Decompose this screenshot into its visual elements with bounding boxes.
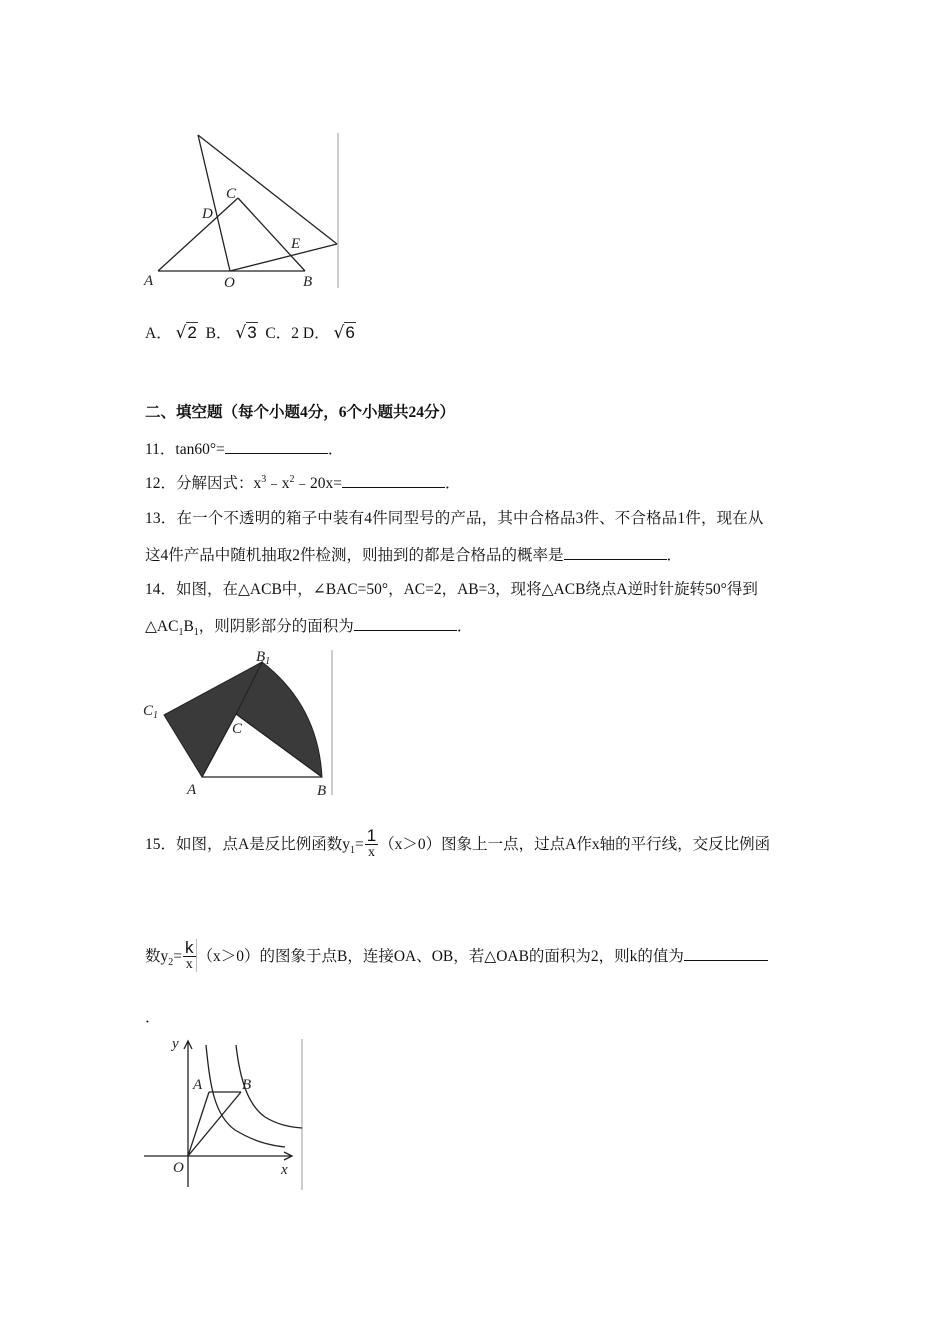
option-d-value: 6 — [345, 323, 355, 342]
q15-sub1: 1 — [349, 845, 355, 857]
section-title: 二、填空题（每个小题4分，6个小题共24分） — [145, 404, 456, 421]
label-a: A — [193, 1077, 203, 1093]
q12-mid1: ﹣x — [266, 475, 290, 492]
question-15-line2 — [145, 937, 768, 977]
answer-blank — [225, 439, 328, 454]
label-c: C — [226, 186, 237, 202]
answer-blank — [342, 473, 445, 488]
question-12 — [145, 473, 461, 494]
question-14-line2 — [145, 616, 472, 637]
label-a: A — [144, 273, 154, 289]
q11-text: 11．tan60°= — [145, 441, 225, 458]
question-14-line1: 14．如图，在△ACB中，∠BAC=50°，AC=2，AB=3，现将△ACB绕点A逆时针旋转50°得到 — [145, 581, 758, 598]
option-a-label: A． — [145, 325, 172, 342]
label-o: O — [224, 275, 235, 291]
q14-text-c: ，则阴影部分的面积为 — [198, 618, 354, 635]
question-15-end: ． — [145, 1009, 161, 1026]
q11-end: ． — [327, 441, 344, 458]
fraction-k-over-x — [183, 939, 197, 972]
q13-line2-text: 这4件产品中随机抽取2件检测，则抽到的都是合格品的概率是 — [145, 547, 564, 564]
q14-text-a: △AC — [145, 618, 179, 635]
label-b: B — [242, 1077, 252, 1093]
label-c: C — [232, 721, 243, 737]
option-d-label: D． — [302, 325, 330, 342]
label-x: x — [281, 1162, 288, 1178]
figure-q10 — [140, 128, 350, 293]
figure-q15 — [140, 1035, 315, 1195]
q14-end: ． — [456, 618, 473, 635]
label-d: D — [202, 206, 213, 222]
q12-prefix: 12．分解因式：x — [145, 475, 262, 492]
label-b: B — [303, 274, 313, 290]
q15-text-b: （x＞0）图象上一点，过点A作x轴的平行线，交反比例函 — [379, 836, 771, 853]
fraction-numerator: k — [185, 937, 194, 957]
q14-sub2: 1 — [193, 627, 199, 639]
q12-exp1: 3 — [261, 473, 267, 485]
sqrt-icon: √6 — [333, 323, 355, 343]
answer-blank — [564, 545, 667, 560]
q14-text-b: B — [183, 618, 194, 635]
sqrt-icon: √2 — [175, 323, 197, 343]
fraction-1-over-x — [365, 827, 378, 860]
fraction-denominator: x — [365, 844, 378, 860]
q15-eq2: = — [173, 948, 183, 965]
question-15-line1 — [145, 825, 770, 865]
label-b: B — [317, 783, 327, 799]
figure-q14 — [140, 645, 340, 800]
label-y: y — [172, 1036, 179, 1052]
question-13-line2 — [145, 545, 682, 566]
label-b1: $B_1$ — [256, 649, 271, 667]
q15-eq1: = — [354, 836, 364, 853]
question-11 — [145, 439, 343, 460]
fraction-numerator: 1 — [366, 825, 377, 845]
sqrt-icon: √3 — [235, 323, 257, 343]
label-e: E — [291, 236, 301, 252]
label-o: O — [173, 1160, 184, 1176]
q12-end: ． — [445, 475, 461, 492]
option-b-label: B． — [205, 325, 232, 342]
answer-blank — [354, 616, 457, 631]
option-b-value: 3 — [247, 323, 257, 342]
q14-sub1: 1 — [178, 627, 184, 639]
option-a-value: 2 — [187, 323, 197, 342]
q10-options — [145, 323, 356, 344]
fraction-denominator: x — [183, 956, 196, 972]
q15-text-d: （x＞0）的图象于点B，连接OA、OB，若△OAB的面积为2，则k的值为 — [197, 948, 684, 965]
q15-text-a: 15．如图，点A是反比例函数y — [145, 836, 350, 853]
q15-text-c: 数y — [145, 948, 169, 965]
option-c: C．2 — [265, 325, 300, 342]
q15-sub2: 2 — [168, 957, 174, 969]
q12-exp2: 2 — [289, 473, 295, 485]
answer-blank — [684, 946, 768, 961]
q12-mid2: ﹣20x= — [294, 475, 343, 492]
label-a: A — [187, 782, 197, 798]
label-c1: $C_1$ — [143, 703, 159, 721]
question-13-line1: 13．在一个不透明的箱子中装有4件同型号的产品，其中合格品3件、不合格品1件，现在从 — [145, 510, 764, 527]
q13-end: ． — [666, 547, 683, 564]
